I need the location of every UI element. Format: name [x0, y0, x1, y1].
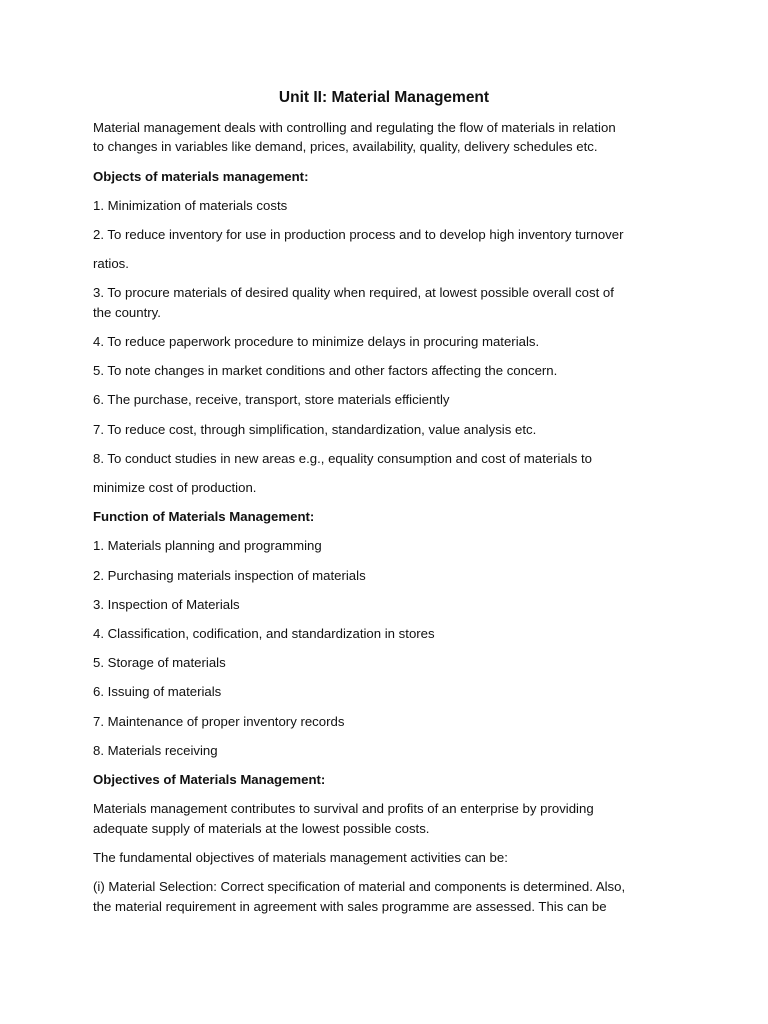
list-item-text: 7. Maintenance of proper inventory records	[93, 713, 345, 729]
function-heading-text: Function of Materials Management:	[93, 509, 315, 525]
list-item	[93, 566, 683, 585]
list-item-text: 7. To reduce cost, through simplification, standardization, value analysis etc.	[93, 421, 537, 437]
list-item-text: 4. To reduce paperwork procedure to minimize delays in procuring materials.	[93, 334, 540, 350]
list-item-text: 5. Storage of materials	[93, 655, 226, 671]
paragraph-line: the material requirement in agreement with sales programme are assessed. This can be	[93, 898, 607, 914]
paragraph-line: (i) Material Selection: Correct specification of material and components is determined. Also,	[93, 879, 626, 895]
list-item-text: 4. Classification, codification, and standardization in stores	[93, 626, 435, 642]
list-item	[93, 332, 683, 351]
list-item	[93, 653, 683, 672]
list-item	[93, 536, 683, 555]
intro-line: to changes in variables like demand, prices, availability, quality, delivery schedules etc.	[93, 139, 598, 155]
list-item	[93, 254, 683, 273]
list-item-text: 2. To reduce inventory for use in production process and to develop high inventory turnover	[93, 227, 624, 243]
list-item-text: 6. The purchase, receive, transport, store materials efficiently	[93, 392, 450, 408]
list-item	[93, 682, 683, 701]
objects-heading-text: Objects of materials management:	[93, 168, 309, 184]
intro-line: Material management deals with controlling and regulating the flow of materials in relation	[93, 120, 616, 135]
paragraph-line: The fundamental objectives of materials management activities can be:	[93, 849, 508, 865]
list-item-text: minimize cost of production.	[93, 480, 257, 496]
list-item	[93, 478, 683, 497]
objectives-heading	[93, 770, 683, 789]
list-item-text: 3. To procure materials of desired quality when required, at lowest possible overall cost of	[93, 285, 614, 301]
list-item-text: 8. To conduct studies in new areas e.g., equality consumption and cost of materials to	[93, 450, 592, 466]
document-body	[93, 118, 683, 916]
paragraph-line: adequate supply of materials at the lowest possible costs.	[93, 820, 430, 836]
selection-paragraph	[93, 877, 683, 916]
list-item	[93, 624, 683, 643]
list-item-text: 5. To note changes in market conditions and other factors affecting the concern.	[93, 363, 558, 379]
function-heading	[93, 507, 683, 526]
list-item	[93, 225, 683, 244]
list-item	[93, 449, 683, 468]
objectives-paragraph	[93, 799, 683, 838]
list-item	[93, 196, 683, 215]
list-item-text: 1. Materials planning and programming	[93, 538, 322, 554]
list-item-text: 1. Minimization of materials costs	[93, 197, 288, 213]
list-item	[93, 741, 683, 760]
objects-heading	[93, 167, 683, 186]
list-item	[93, 283, 683, 322]
intro-paragraph	[93, 118, 683, 157]
list-item	[93, 595, 683, 614]
paragraph-line: Materials management contributes to survival and profits of an enterprise by providing	[93, 801, 594, 817]
list-item-text: ratios.	[93, 256, 129, 272]
list-item-text: 6. Issuing of materials	[93, 684, 222, 700]
list-item-text: 8. Materials receiving	[93, 742, 218, 758]
list-item-text: 3. Inspection of Materials	[93, 596, 240, 612]
list-item	[93, 390, 683, 409]
list-item-text: the country.	[93, 304, 161, 320]
list-item	[93, 361, 683, 380]
list-item	[93, 420, 683, 439]
objectives-heading-text: Objectives of Materials Management:	[93, 772, 326, 788]
list-item	[93, 712, 683, 731]
page-title: Unit II: Material Management	[278, 89, 490, 106]
list-item-text: 2. Purchasing materials inspection of materials	[93, 567, 366, 583]
fundamental-paragraph	[93, 848, 683, 867]
